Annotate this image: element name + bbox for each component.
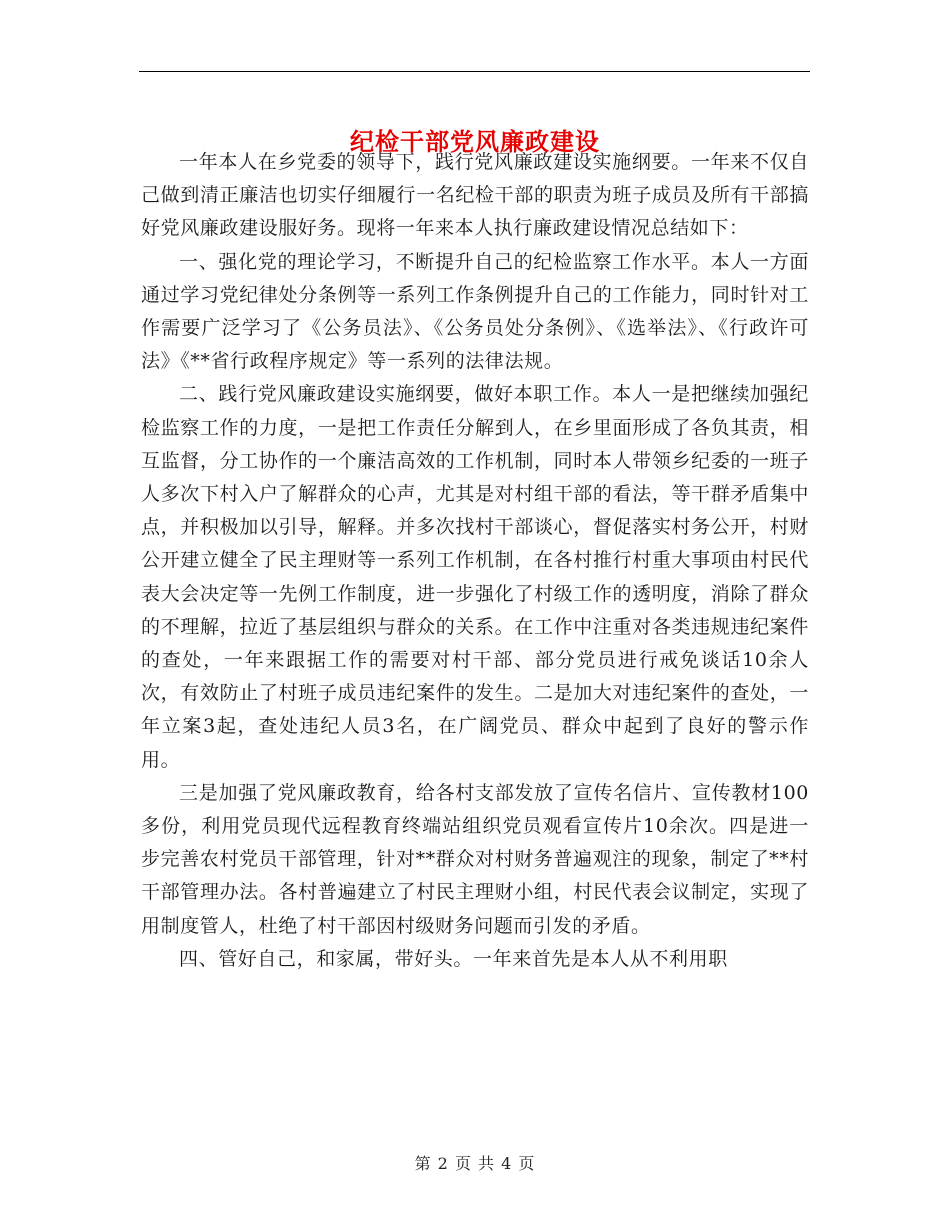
paragraph-intro: 一年本人在乡党委的领导下，践行党风廉政建设实施纲要。一年来不仅自己做到清正廉洁也切实仔细履行一名纪检干部的职责为班子成员及所有干部搞好党风廉政建设服好务。现将一年来本人执行廉政建设情况总结如下： [141, 151, 809, 240]
paragraph-section-3: 三是加强了党风廉政教育，给各村支部发放了宣传名信片、宣传教材100多份，利用党员现代远程教育终端站组织党员观看宣传片10余次。四是进一步完善农村党员干部管理，针对**群众对村财务普遍观注的现象，制定了**村干部管理办法。各村普遍建立了村民主理财小组，村民代表会议制定，实现了用制度管人，杜绝了村干部因村级财务问题而引发的矛盾。 [141, 781, 809, 937]
paragraph-section-2: 二、践行党风廉政建设实施纲要，做好本职工作。本人一是把继续加强纪检监察工作的力度，一是把工作责任分解到人，在乡里面形成了各负其责，相互监督，分工协作的一个廉洁高效的工作机制，同时本人带领乡纪委的一班子人多次下村入户了解群众的心声，尤其是对村组干部的看法，等干群矛盾集中点，并积极加以引导，解释。并多次找村干部谈心，督促落实村务公开，村财公开建立健全了民主理财等一系列工作机制，在各村推行村重大事项由村民代表大会决定等一先例工作制度，进一步强化了村级工作的透明度，消除了群众的不理解，拉近了基层组织与群众的关系。在工作中注重对各类违规违纪案件的查处，一年来跟据工作的需要对村干部、部分党员进行戒免谈话10余人次，有效防止了村班子成员违纪案件的发生。二是加大对违纪案件的查处，一年立案3起，查处违纪人员3名，在广阔党员、群众中起到了良好的警示作用。 [141, 383, 809, 771]
header-rule [139, 71, 810, 72]
paragraph-section-1: 一、强化党的理论学习，不断提升自己的纪检监察工作水平。本人一方面通过学习党纪律处分条例等一系列工作条例提升自己的工作能力，同时针对工作需要广泛学习了《公务员法》、《公务员处分条例》、《选举法》、《行政许可法》《**省行政程序规定》等一系列的法律法规。 [141, 250, 809, 373]
document-body [141, 146, 809, 976]
paragraph-section-4: 四、管好自己，和家属，带好头。一年来首先是本人从不利用职 [179, 947, 728, 970]
page-number-footer: 第 2 页 共 4 页 [414, 1154, 536, 1173]
document-title: 纪检干部党风廉政建设 [350, 127, 600, 157]
